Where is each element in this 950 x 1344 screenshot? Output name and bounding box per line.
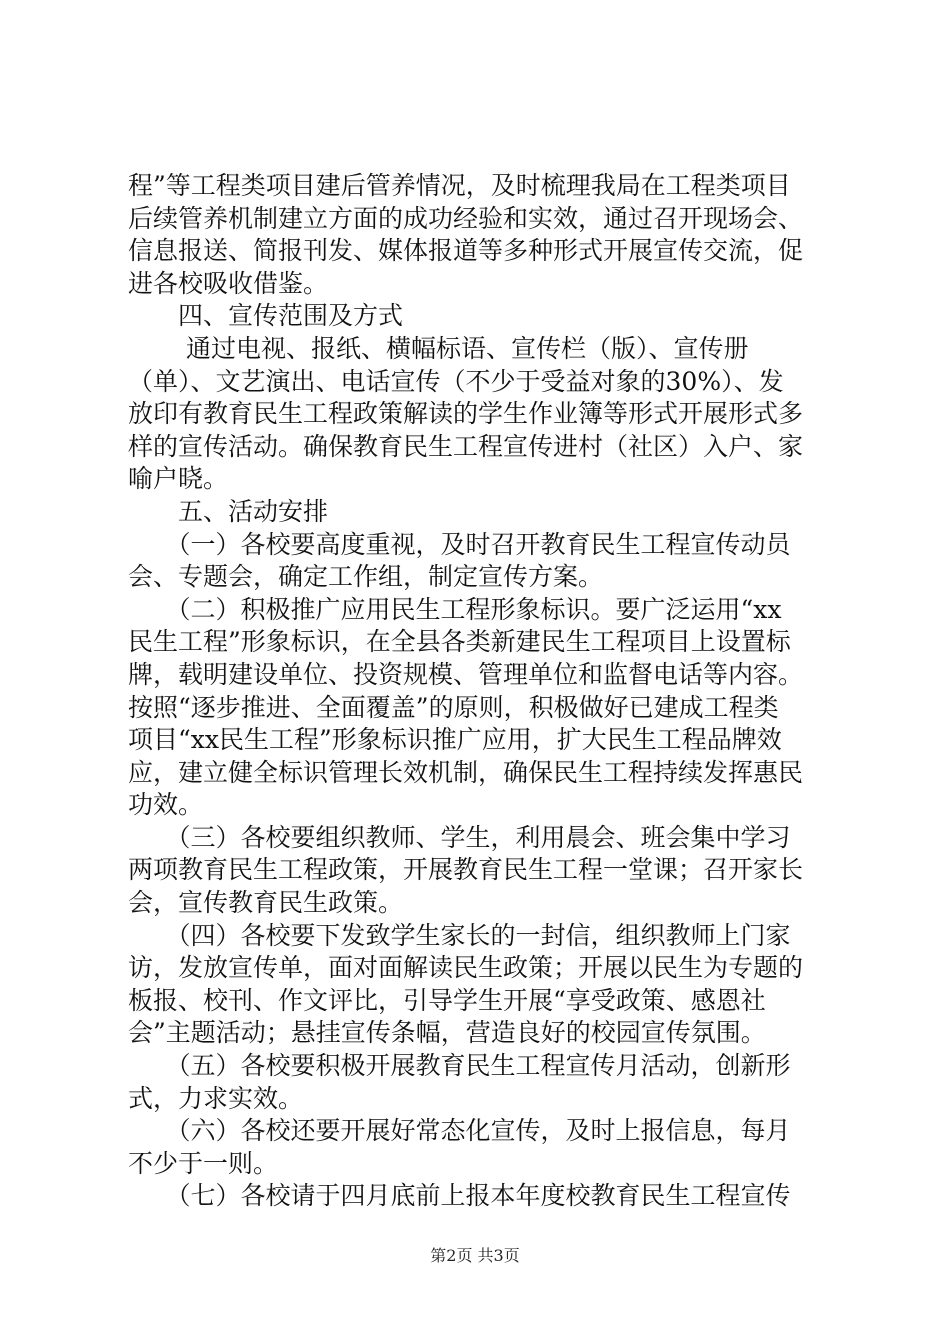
body-line: （单）、文艺演出、电话宣传（不少于受益对象的30%）、发 — [128, 366, 784, 396]
body-line: 按照“逐步推进、全面覆盖”的原则，积极做好已建成工程类 — [128, 692, 779, 722]
body-line: 样的宣传活动。确保教育民生工程宣传进村（社区）入户、家 — [128, 431, 804, 461]
body-line: 项目“xx民生工程”形象标识推广应用，扩大民生工程品牌效 — [128, 725, 782, 755]
body-line: 喻户晓。 — [128, 464, 229, 494]
body-line: （七）各校请于四月底前上报本年度校教育民生工程宣传 — [128, 1181, 791, 1211]
body-line: 会、专题会，确定工作组，制定宣传方案。 — [128, 562, 604, 592]
body-line: 牌，载明建设单位、投资规模、管理单位和监督电话等内容。 — [128, 659, 804, 689]
body-line: 两项教育民生工程政策，开展教育民生工程一堂课；召开家长 — [128, 855, 804, 885]
section-heading: 五、活动安排 — [128, 496, 329, 526]
body-line: 民生工程”形象标识，在全县各类新建民生工程项目上设置标 — [128, 627, 791, 657]
section-heading: 四、宣传范围及方式 — [128, 301, 404, 331]
body-line: 后续管养机制建立方面的成功经验和实效，通过召开现场会、 — [128, 203, 804, 233]
body-line: 放印有教育民生工程政策解读的学生作业簿等形式开展形式多 — [128, 399, 804, 429]
body-line: （五）各校要积极开展教育民生工程宣传月活动，创新形 — [128, 1051, 791, 1081]
body-line: 通过电视、报纸、横幅标语、宣传栏（版）、宣传册 — [128, 333, 749, 363]
body-line: 板报、校刊、作文评比，引导学生开展“享受政策、感恩社 — [128, 985, 766, 1015]
body-line: 不少于一则。 — [128, 1148, 279, 1178]
body-line: （二）积极推广应用民生工程形象标识。要广泛运用“xx — [128, 594, 782, 624]
body-line: （一）各校要高度重视，及时召开教育民生工程宣传动员 — [128, 529, 791, 559]
body-line: 访，发放宣传单，面对面解读民生政策；开展以民生为专题的 — [128, 953, 804, 983]
body-line: （四）各校要下发致学生家长的一封信，组织教师上门家 — [128, 920, 791, 950]
body-line: 进各校吸收借鉴。 — [128, 268, 329, 298]
body-line: 信息报送、简报刊发、媒体报道等多种形式开展宣传交流，促 — [128, 236, 804, 266]
body-line: 程”等工程类项目建后管养情况，及时梳理我局在工程类项目 — [128, 171, 791, 200]
body-line: 式，力求实效。 — [128, 1083, 304, 1113]
body-line: 功效。 — [128, 790, 204, 820]
body-line: 应，建立健全标识管理长效机制，确保民生工程持续发挥惠民 — [128, 757, 804, 787]
body-line: 会”主题活动；悬挂宣传条幅，营造良好的校园宣传氛围。 — [128, 1018, 766, 1048]
body-line: 会，宣传教育民生政策。 — [128, 888, 404, 918]
page-number-footer: 第2页 共3页 — [430, 1246, 520, 1265]
body-line: （六）各校还要开展好常态化宣传，及时上报信息，每月 — [128, 1116, 791, 1146]
document-body — [128, 170, 828, 1213]
body-line: （三）各校要组织教师、学生，利用晨会、班会集中学习 — [128, 822, 791, 852]
